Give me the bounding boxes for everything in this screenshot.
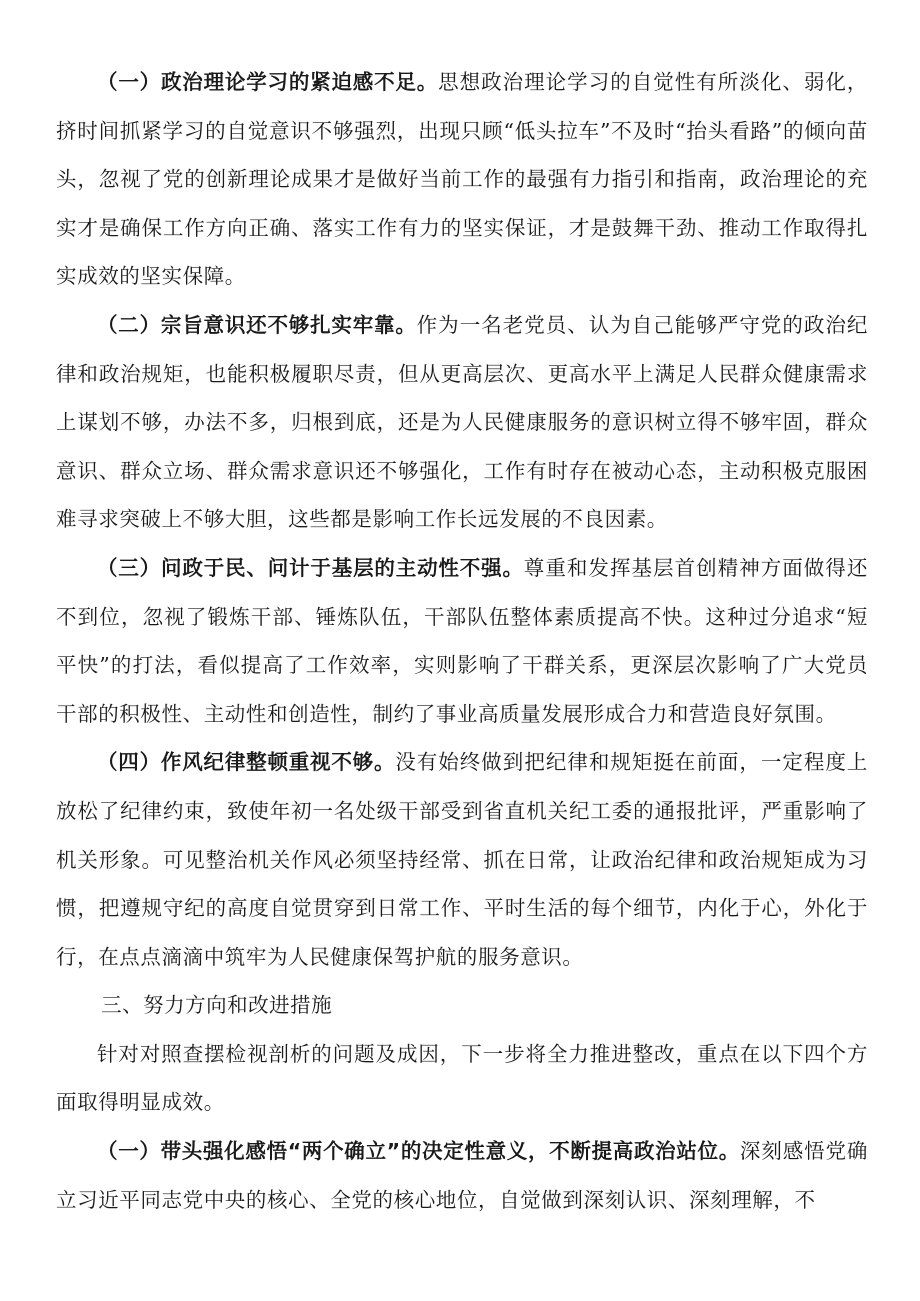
- paragraph-grassroots-initiative: [56, 544, 868, 738]
- paragraph-body: 思想政治理论学习的自觉性有所淡化、弱化，挤时间抓紧学习的自觉意识不够强烈，出现只顾“低头拉车”不及时“抬头看路”的倾向苗头，忽视了党的创新理论成果才是做好当前工作的最强有力指引和指南，政治理论的充实才是确保工作方向正确、落实工作有力的坚实保证，才是鼓舞干劲、推动工作取得扎实成效的坚实保障。: [56, 70, 868, 289]
- paragraph-body: 尊重和发挥基层首创精神方面做得还不到位，忽视了锻炼干部、锤炼队伍，干部队伍整体素质提高不快。这种过分追求“短平快”的打法，看似提高了工作效率，实则影响了干群关系，更深层次影响了广大党员干部的积极性、主动性和创造性，制约了事业高质量发展形成合力和营造良好氛围。: [56, 555, 868, 726]
- paragraph-body: 没有始终做到把纪律和规矩挺在前面，一定程度上放松了纪律约束，致使年初一名处级干部受到省直机关纪工委的通报批评，严重影响了机关形象。可见整治机关作风必须坚持经常、抓在日常，让政治纪律和政治规矩成为习惯，把遵规守纪的高度自觉贯穿到日常工作、平时生活的每个细节，内化于心，外化于行，在点点滴滴中筑牢为人民健康保驾护航的服务意识。: [56, 750, 868, 969]
- paragraph-discipline: [56, 738, 868, 981]
- paragraph-lead: （四）作风纪律整顿重视不够。: [97, 750, 396, 775]
- section-heading: 三、努力方向和改进措施: [101, 993, 333, 1018]
- paragraph-body: 作为一名老党员、认为自己能够严守党的政治纪律和政治规矩，也能积极履职尽责，但从更高层次、更高水平上满足人民群众健康需求上谋划不够，办法不多，归根到底，还是为人民健康服务的意识树立得不够牢固，群众意识、群众立场、群众需求意识还不够强化，工作有时存在被动心态，主动积极克服困难寻求突破上不够大胆，这些都是影响工作长远发展的不良因素。: [56, 312, 868, 532]
- paragraph-lead: （三）问政于民、问计于基层的主动性不强。: [97, 555, 524, 580]
- paragraph-lead: （一）带头强化感悟“两个确立”的决定性意义，不断提高政治站位。: [97, 1139, 740, 1164]
- paragraph-lead: （二）宗旨意识还不够扎实牢靠。: [97, 312, 417, 337]
- paragraph-political-theory: [56, 58, 868, 301]
- section-intro: 针对对照查摆检视剖析的问题及成因，下一步将全力推进整改，重点在以下四个方面取得明显成效。: [56, 1041, 868, 1115]
- paragraph-two-establishments: [56, 1127, 868, 1224]
- paragraph-lead: （一）政治理论学习的紧迫感不足。: [97, 70, 439, 94]
- paragraph-purpose-awareness: [56, 301, 868, 544]
- paragraph-body: 深刻感悟党确立习近平同志党中央的核心、全党的核心地位，自觉做到深刻认识、深刻理解，不: [56, 1139, 868, 1212]
